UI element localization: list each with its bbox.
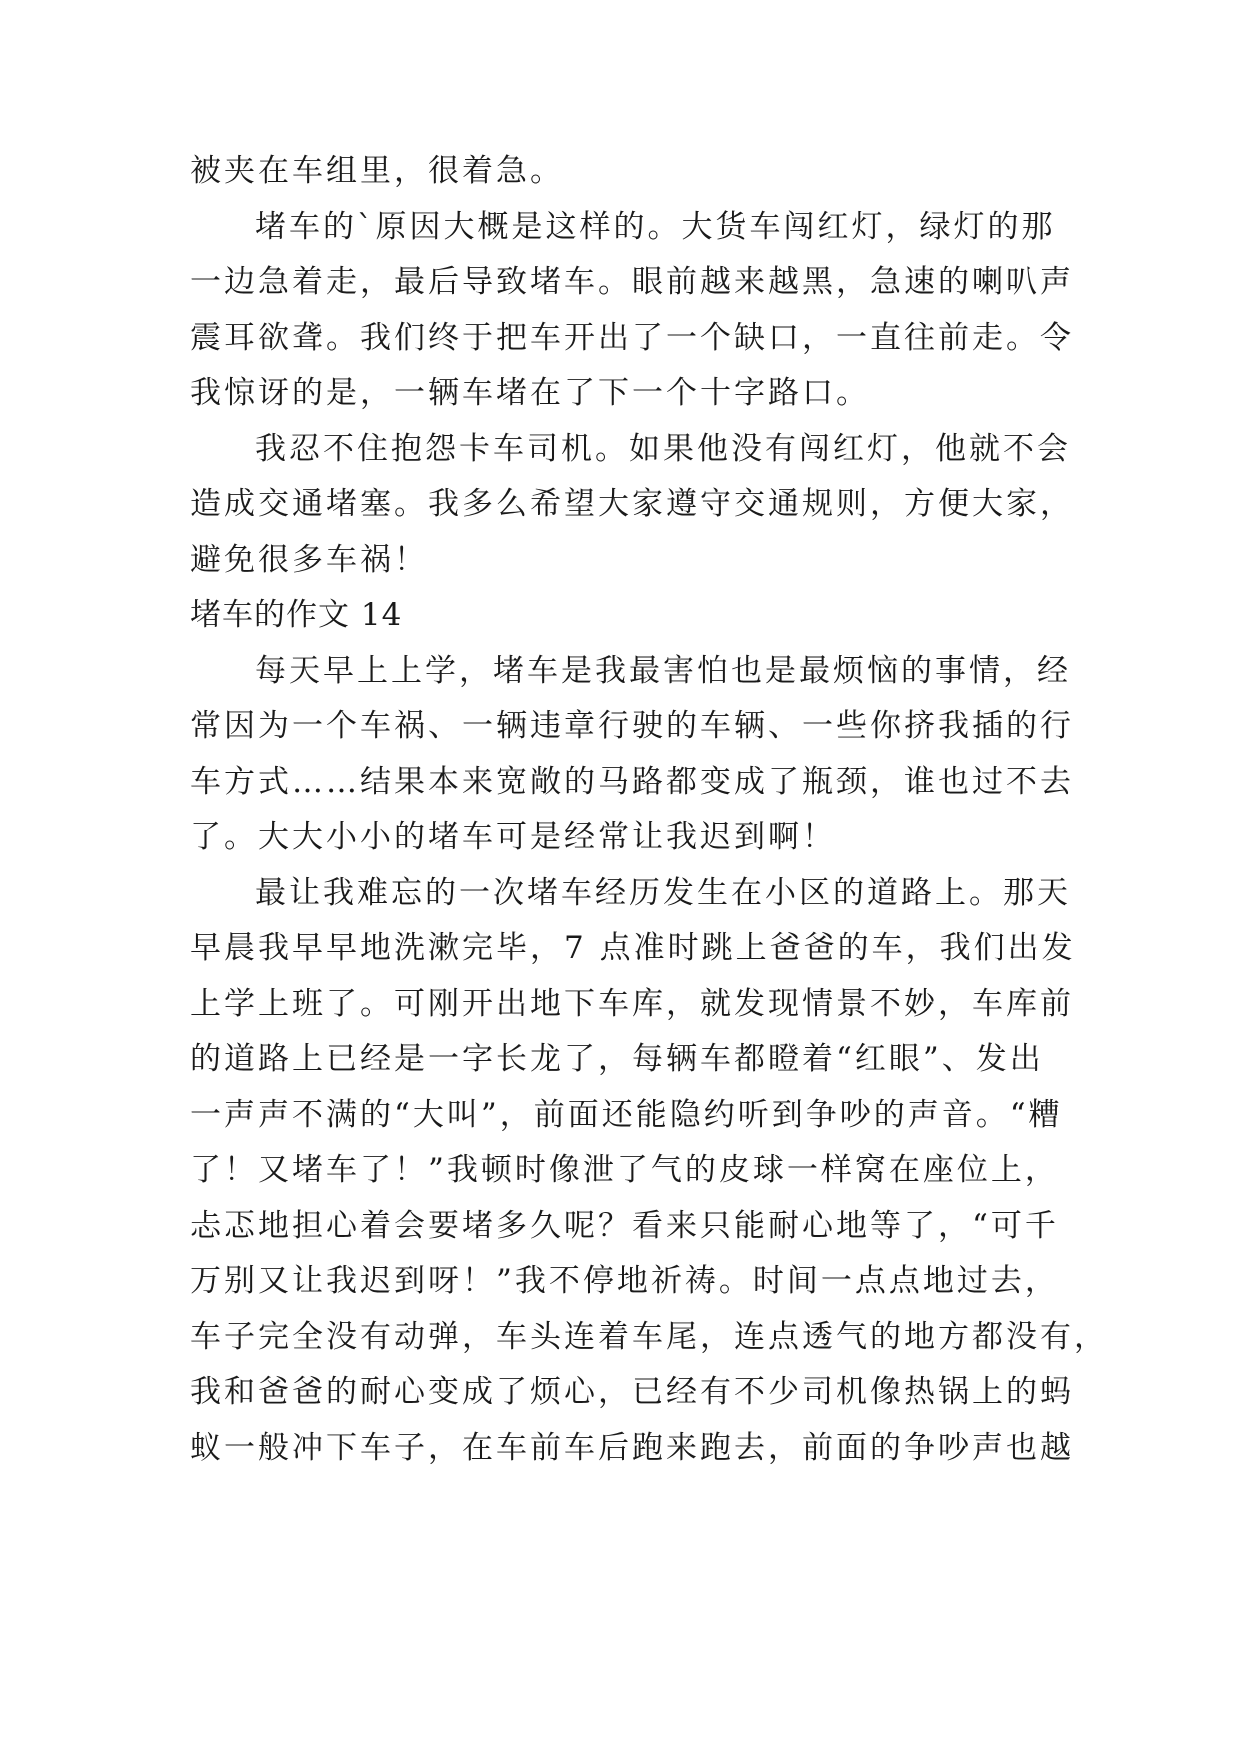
text-line: 常因为一个车祸、一辆违章行驶的车辆、一些你挤我插的行	[190, 708, 1074, 744]
text-line: 被夹在车组里，很着急。	[190, 153, 564, 189]
text-line: 上学上班了。可刚开出地下车库，就发现情景不妙，车库前	[190, 986, 1074, 1022]
section-heading: 堵车的作文 14	[190, 597, 403, 633]
paragraph-first-line: 我忍不住抱怨卡车司机。如果他没有闯红灯，他就不会	[255, 431, 1071, 467]
text-line: 万别又让我迟到呀！”我不停地祈祷。时间一点点地过去，	[190, 1263, 1059, 1299]
paragraph-first-line: 堵车的`原因大概是这样的。大货车闯红灯，绿灯的那	[255, 209, 1056, 245]
text-line: 的道路上已经是一字长龙了，每辆车都瞪着“红眼”、发出	[190, 1041, 1044, 1077]
text-line: 蚁一般冲下车子，在车前车后跑来跑去，前面的争吵声也越	[190, 1430, 1074, 1466]
text-line: 我惊讶的是，一辆车堵在了下一个十字路口。	[190, 375, 870, 411]
text-line: 一边急着走，最后导致堵车。眼前越来越黑，急速的喇叭声	[190, 264, 1074, 300]
text-line: 了！又堵车了！”我顿时像泄了气的皮球一样窝在座位上，	[190, 1152, 1059, 1188]
text-line: 早晨我早早地洗漱完毕，7 点准时跳上爸爸的车，我们出发	[190, 930, 1076, 966]
paragraph-first-line: 最让我难忘的一次堵车经历发生在小区的道路上。那天	[255, 875, 1071, 911]
text-line: 避免很多车祸！	[190, 542, 428, 578]
text-line: 忐忑地担心着会要堵多久呢？看来只能耐心地等了，“可千	[190, 1208, 1059, 1244]
text-line: 造成交通堵塞。我多么希望大家遵守交通规则，方便大家，	[190, 486, 1074, 522]
text-line: 车子完全没有动弹，车头连着车尾，连点透气的地方都没有，	[190, 1319, 1108, 1355]
text-line: 我和爸爸的耐心变成了烦心，已经有不少司机像热锅上的蚂	[190, 1374, 1074, 1410]
text-line: 了。大大小小的堵车可是经常让我迟到啊！	[190, 819, 836, 855]
text-line: 震耳欲聋。我们终于把车开出了一个缺口，一直往前走。令	[190, 320, 1074, 356]
text-line: 一声声不满的“大叫”，前面还能隐约听到争吵的声音。“糟	[190, 1097, 1063, 1133]
paragraph-first-line: 每天早上上学，堵车是我最害怕也是最烦恼的事情，经	[255, 653, 1071, 689]
text-line: 车方式……结果本来宽敞的马路都变成了瓶颈，谁也过不去	[190, 764, 1074, 800]
